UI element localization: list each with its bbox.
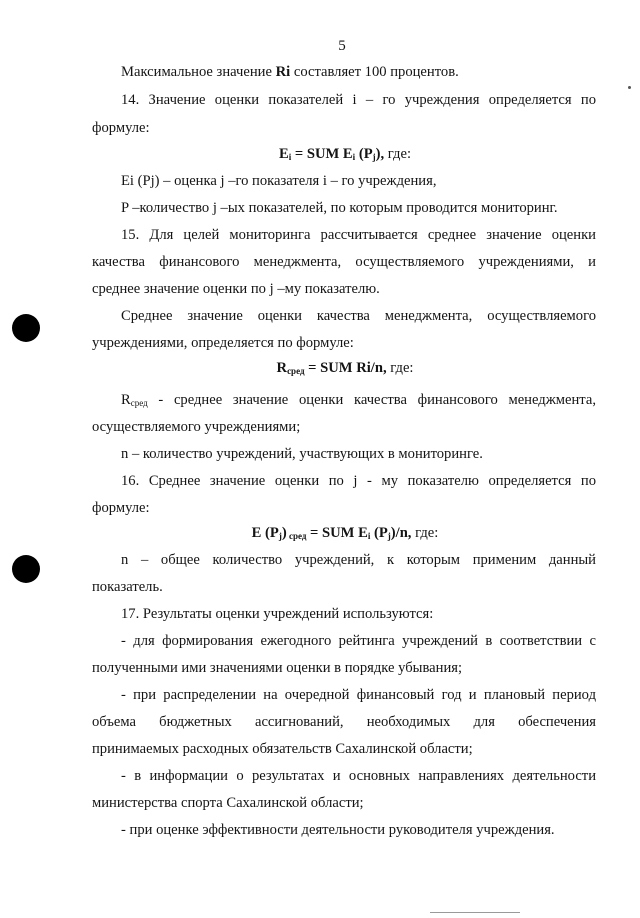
paragraph-14-line-2: формуле: <box>92 120 150 136</box>
paragraph-16-line-1: 16. Среднее значение оценки по j - му показателю определяется по <box>121 473 596 489</box>
formula-rsred: $R_{сред}$ = SUM Ri/n, где: <box>276 360 414 376</box>
bullet-3-line-1: - в информации о результатах и основных направлениях деятельности <box>121 768 596 784</box>
rsred-definition-line-2: осуществляемого учреждениями; <box>92 419 301 435</box>
bullet-1-line-1: - для формирования ежегодного рейтинга учреждений в соответствии с <box>121 633 596 649</box>
definition-ei: Ei (Pj) – оценка j –го показателя i – го учреждения, <box>121 173 437 189</box>
punch-hole-bottom <box>12 555 40 583</box>
formula-ep-sred: E $(P_j) _{сред}$ = SUM $E_i$ $(P_j)/n$, где: <box>251 525 439 541</box>
paragraph-16-line-2: формуле: <box>92 500 150 516</box>
scan-speck <box>628 86 631 89</box>
bullet-2-line-2: объема бюджетных ассигнований, необходимых для обеспечения <box>92 714 596 730</box>
rsred-definition-line-1: $R_{сред}$ - среднее значение оценки качества финансового менеджмента, <box>121 392 596 408</box>
max-value-text-end: составляет 100 процентов. <box>290 64 459 80</box>
definition-p: P –количество j –ых показателей, по которым проводится мониторинг. <box>121 200 558 216</box>
scan-artifact-line <box>430 912 520 913</box>
bullet-3-line-2: министерства спорта Сахалинской области; <box>92 795 364 811</box>
bullet-1-line-2: полученными ими значениями оценки в порядке убывания; <box>92 660 463 676</box>
ri-term: Ri <box>275 64 291 80</box>
bullet-4: - при оценке эффективности деятельности руководителя учреждения. <box>121 822 555 838</box>
paragraph-15-line-1: 15. Для целей мониторинга рассчитывается среднее значение оценки <box>121 227 596 243</box>
average-paragraph-line-1: Среднее значение оценки качества менеджмента, осуществляемого <box>121 308 596 324</box>
average-paragraph-line-2: учреждениями, определяется по формуле: <box>92 335 354 351</box>
max-value-line <box>121 64 459 81</box>
page-number: 5 <box>338 38 346 54</box>
paragraph-15-line-2: качества финансового менеджмента, осуществляемого учреждениями, и <box>92 254 596 270</box>
punch-hole-top <box>12 314 40 342</box>
formula-ei: $E_i$ = SUM $E_i$ $(P_j)$, где: <box>278 146 412 162</box>
n-total-definition-line-1: n – общее количество учреждений, к которым применим данный <box>121 552 596 568</box>
paragraph-15-line-3: среднее значение оценки по j –му показателю. <box>92 281 380 297</box>
paragraph-17: 17. Результаты оценки учреждений используются: <box>121 606 434 622</box>
bullet-2-line-3: принимаемых расходных обязательств Сахалинской области; <box>92 741 473 757</box>
max-value-text: Максимальное значение <box>121 64 276 80</box>
bullet-2-line-1: - при распределении на очередной финансовый год и плановый период <box>121 687 596 703</box>
paragraph-14-line-1: 14. Значение оценки показателей i – го учреждения определяется по <box>121 92 596 108</box>
definition-n: n – количество учреждений, участвующих в мониторинге. <box>121 446 483 462</box>
n-total-definition-line-2: показатель. <box>92 579 163 595</box>
